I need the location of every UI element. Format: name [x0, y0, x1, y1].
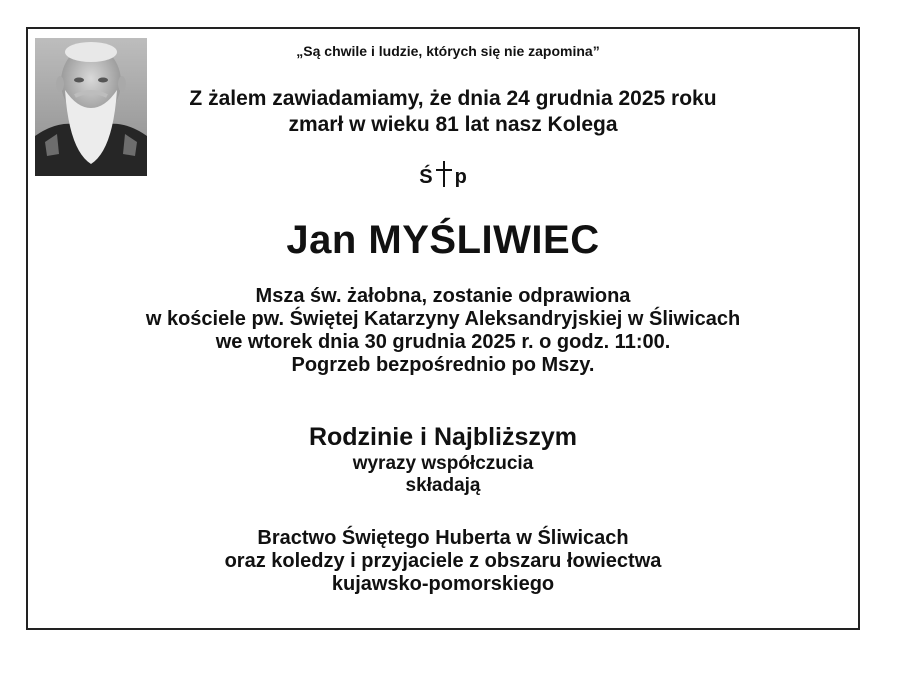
memorial-symbol	[28, 161, 858, 189]
death-announcement	[133, 86, 773, 138]
announcement-line: Z żalem zawiadamiamy, że dnia 24 grudnia 2025 roku	[189, 87, 717, 110]
cross-icon	[436, 161, 452, 187]
condolence-text	[28, 453, 858, 497]
signature-block	[28, 527, 858, 596]
funeral-details	[28, 285, 858, 377]
symbol-letter-s: Ś	[419, 166, 433, 188]
signature-line: oraz koledzy i przyjaciele z obszaru łowiectwa	[224, 550, 662, 572]
signature-line: kujawsko-pomorskiego	[331, 573, 555, 595]
details-line: we wtorek dnia 30 grudnia 2025 r. o godz. 11:00.	[215, 331, 671, 353]
family-heading: Rodzinie i Najbliższym	[308, 423, 578, 451]
deceased-name: Jan MYŚLIWIEC	[286, 218, 600, 262]
condolence-line: wyrazy współczucia	[352, 453, 534, 474]
obituary-frame	[26, 27, 860, 630]
symbol-letter-p: p	[454, 166, 467, 188]
quote-text: „Są chwile i ludzie, których się nie zapomina”	[296, 43, 600, 59]
portrait-photo	[35, 38, 147, 176]
details-line: Pogrzeb bezpośrednio po Mszy.	[291, 354, 595, 376]
details-line: w kościele pw. Świętej Katarzyny Aleksandryjskiej w Śliwicach	[145, 308, 741, 330]
announcement-line: zmarł w wieku 81 lat nasz Kolega	[288, 113, 618, 136]
details-line: Msza św. żałobna, zostanie odprawiona	[255, 285, 631, 307]
signature-line: Bractwo Świętego Huberta w Śliwicach	[257, 527, 629, 549]
condolence-line: składają	[405, 475, 481, 496]
